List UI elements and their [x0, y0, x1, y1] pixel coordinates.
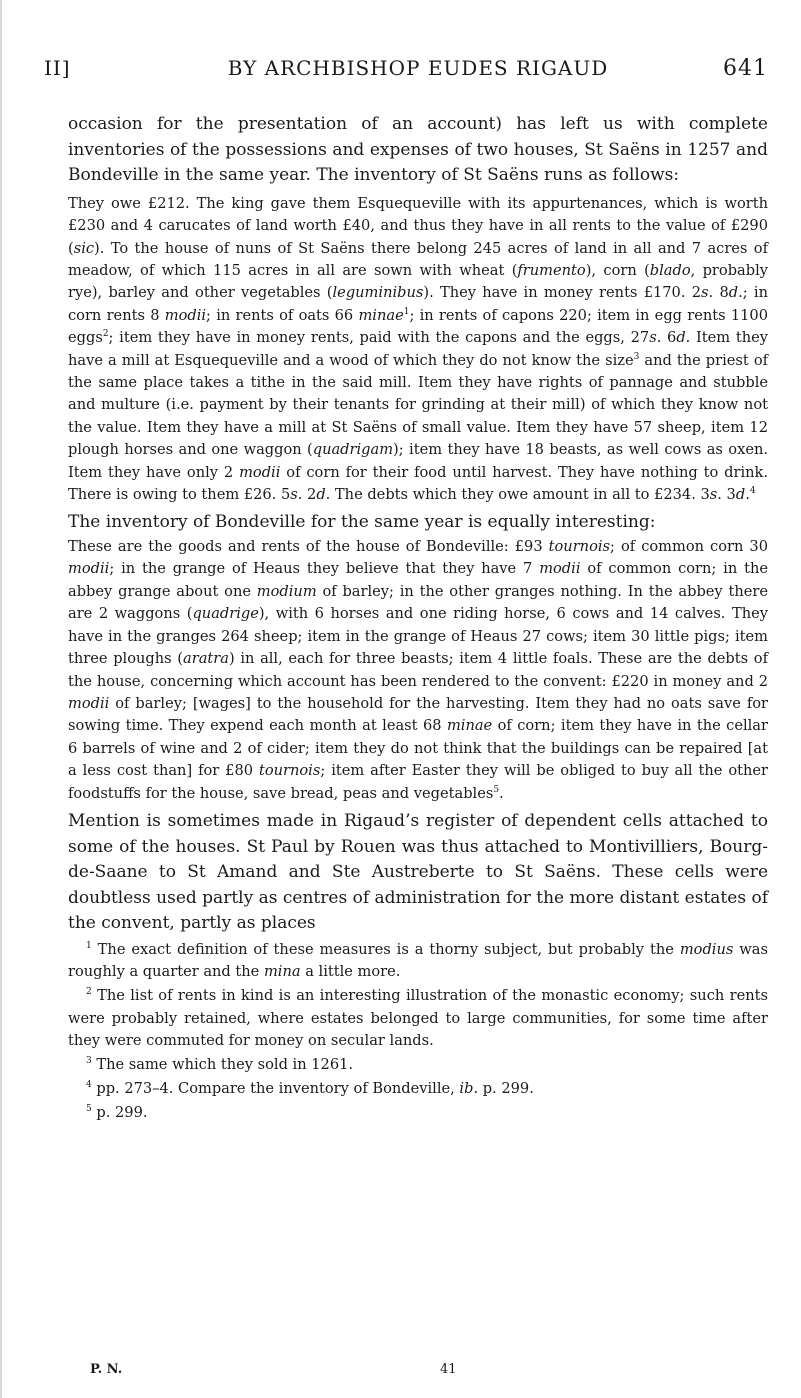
page-footer: [68, 1362, 768, 1386]
quote-bondeville: These are the goods and rents of the house of Bondeville: £93 tournois; of common corn 30 modii; in the grange of Heaus they believe that they have 7 modii of common corn; in the abbey grange about one modium of barley; in the other granges nothing. In the abbey there are 2 waggons (quadrige), with 6 horses and one riding horse, 6 cows and 14 calves. They have in the granges 264 sheep; item in the grange of Heaus 27 cows; item 30 little pigs; item three ploughs (aratra) in all, each for three beasts; item 4 little foals. These are the debts of the house, concerning which account has been rendered to the convent: £220 in money and 2 modii of barley; [wages] to the household for the harvesting. Item they had no oats save for sowing time. They expend each month at least 68 minae of corn; item they have in the cellar 6 barrels of wine and 2 of cider; item they do not think that the buildings can be repaired [at a less cost than] for £80 tournois; item after Easter they will be obliged to buy all the other foodstuffs for the house, save bread, peas and vegetables$^5$.: [68, 538, 768, 802]
page-body: [68, 112, 768, 1125]
paragraph-bondeville-intro: The inventory of Bondeville for the same year is equally interesting:: [68, 512, 656, 533]
quote-st-saens: They owe £212. The king gave them Esquequeville with its appurtenances, which is worth £230 and 4 carucates of land worth £40, and thus they have in all rents to the value of £290 (sic). To the house of nuns of St Saëns there belong 245 acres of land in all and 7 acres of meadow, of which 115 acres in all are sown with wheat (frumento), corn (blado, probably rye), barley and other vegetables (leguminibus). They have in money rents £170. 2s. 8d.; in corn rents 8 modii; in rents of oats 66 minae$^1$; in rents of capons 220; item in egg rents 1100 eggs$^2$; item they have in money rents, paid with the capons and the eggs, 27s. 6d. Item they have a mill at Esquequeville and a wood of which they do not know the size$^3$ and the priest of the same place takes a tithe in the said mill. Item they have rights of pannage and stubble and multure (i.e. payment by their tenants for grinding at their mill) of which they know not the value. Item they have a mill at St Saëns of small value. Item they have 57 sheep, item 12 plough horses and one waggon (quadrigam); item they have 18 beasts, as well cows as oxen. Item they have only 2 modii of corn for their food until harvest. They have nothing to drink. There is owing to them £26. 5s. 2d. The debts which they owe amount in all to £234. 3s. 3d.$^4$: [68, 194, 769, 504]
footnote-1: $^1$ The exact definition of these measures is a thorny subject, but probably the modius was roughly a quarter and the mina a little more.: [68, 940, 768, 981]
section-number: II]: [44, 56, 71, 80]
footnotes: [68, 939, 768, 1125]
footnote-5: $^5$ p. 299.: [86, 1104, 148, 1122]
sheet-number: 41: [440, 1362, 457, 1377]
signature-mark: P. N.: [90, 1362, 123, 1377]
footnote-ref-2: 2: [102, 329, 109, 340]
footnote-2: $^2$ The list of rents in kind is an interesting illustration of the monastic economy; such rents were probably retained, where estates belonged to large communities, for some time after they were commuted for money on secular lands.: [68, 987, 768, 1049]
running-header: [44, 56, 768, 90]
paragraph-intro: occasion for the presentation of an account) has left us with complete inventories of the possessions and expenses of two houses, St Saëns in 1257 and Bondeville in the same year. The inventory of St Saëns runs as follows:: [68, 114, 768, 186]
page-edge-shadow: [0, 0, 2, 1398]
footnote-ref-1: 1: [403, 306, 410, 317]
footnote-ref-4: 4: [749, 486, 756, 497]
running-title: BY ARCHBISHOP EUDES RIGAUD: [227, 56, 609, 80]
paragraph-dependent-cells: Mention is sometimes made in Rigaud’s register of dependent cells attached to some of the houses. St Paul by Rouen was thus attached to Montivilliers, Bourg-de-Saane to St Amand and Ste Austreberte to St Saëns. These cells were doubtless used partly as centres of administration for the more distant estates of the convent, partly as places: [68, 810, 768, 934]
footnote-ref-3: 3: [633, 351, 640, 362]
footnote-ref-5: 5: [493, 784, 500, 795]
footnote-3: $^3$ The same which they sold in 1261.: [86, 1055, 354, 1073]
page-number: 641: [723, 56, 768, 81]
footnote-4: $^4$ pp. 273–4. Compare the inventory of Bondeville, ib. p. 299.: [86, 1080, 534, 1098]
